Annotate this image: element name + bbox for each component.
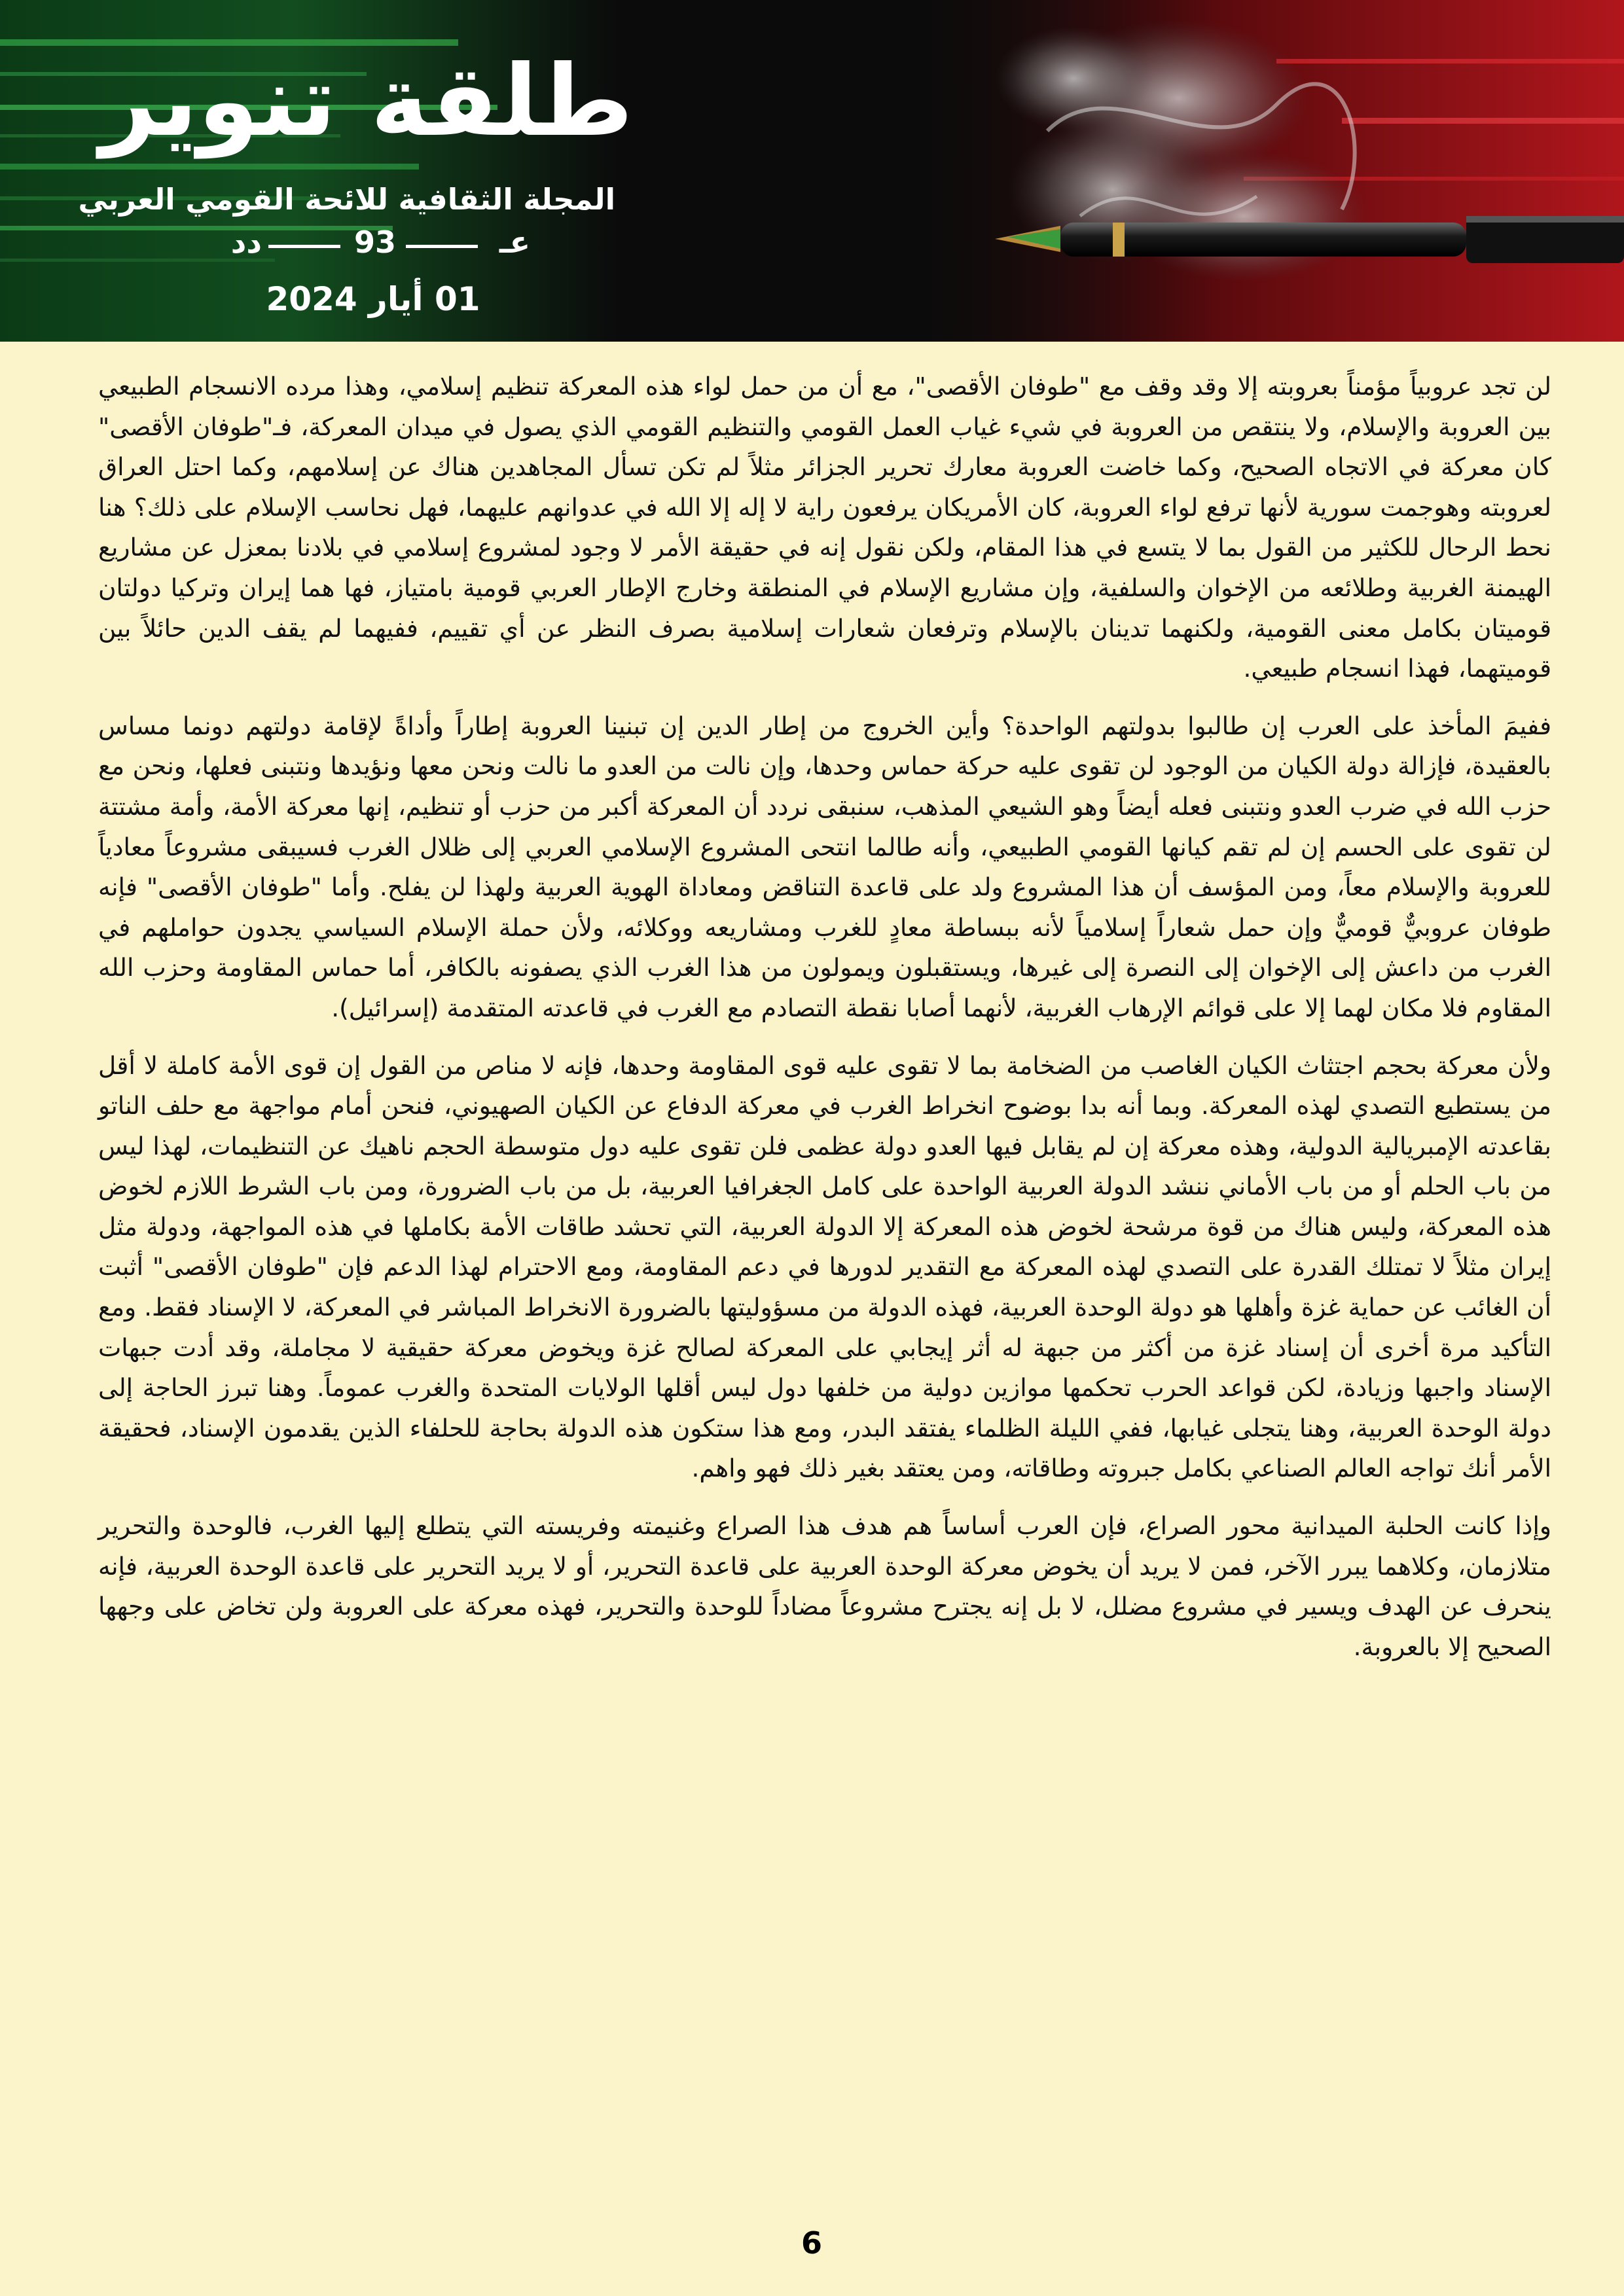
masthead-banner — [0, 0, 1624, 342]
issue-divider-right — [406, 245, 478, 248]
pen-icon — [995, 216, 1624, 263]
issue-date: 01 أيار 2024 — [266, 280, 480, 318]
magazine-title: طلقة تنوير — [99, 45, 634, 158]
article-body — [98, 367, 1551, 1684]
page-number: 6 — [801, 2225, 822, 2261]
issue-number: 93 — [353, 224, 396, 260]
issue-divider-left — [268, 245, 340, 248]
issue-label-left: دد — [230, 224, 262, 260]
article-paragraph: لن تجد عروبياً مؤمناً بعروبته إلا وقد وقف مع "طوفان الأقصى"، مع أن من حمل لواء هذه المعركة تنظيم إسلامي، وهذا مرده الانسجام الطبيعي بين العروبة والإسلام، ولا ينتقص من العروبة في شيء غياب العمل القومي والتنظيم القومي الذي يصول في ميدان المعركة، فـ"طوفان الأقصى" كان معركة في الاتجاه الصحيح، وكما خاضت العروبة معارك تحرير الجزائر مثلاً لم تكن تسأل المجاهدين هناك عن إسلامهم، وكما احتل العراق لعروبته وهوجمت سورية لأنها ترفع لواء العروبة، كان الأمريكان يرفعون راية لا إله إلا الله في عدوانهم عليهما، فهل نحاسب الإسلام على ذلك؟ هنا نحط الرحال للكثير من القول بما لا يتسع في هذا المقام، ولكن نقول إنه في حقيقة الأمر لا وجود لمشروع إسلامي في بلادنا بمعزل عن مشاريع الهيمنة الغربية وطلائعه من الإخوان والسلفية، وإن مشاريع الإسلام في المنطقة وخارج الإطار العربي قومية بامتياز، فها هما إيران وتركيا دولتان قوميتان بكامل معنى القومية، ولكنهما تدينان بالإسلام وترفعان شعارات إسلامية بصرف النظر عن أي تقييم، ففيهما لم يقف الدين حائلاً بين قوميتهما، فهذا انسجام طبيعي. — [98, 372, 1551, 683]
issue-label-right: عـ — [499, 224, 530, 260]
article-paragraph: وإذا كانت الحلبة الميدانية محور الصراع، فإن العرب أساساً هم هدف هذا الصراع وغنيمته وفريسته التي يتطلع إليها الغرب، فالوحدة والتحرير متلازمان، وكلاهما يبرر الآخر، فمن لا يريد أن يخوض معركة الوحدة العربية على قاعدة التحرير، أو لا يريد التحرير على قاعدة الوحدة العربية، فإنه ينحرف عن الهدف ويسير في مشروع مضلل، لا بل إنه يجترح مشروعاً مضاداً للوحدة والتحرير، فهذه معركة على العروبة ولن تخاض على وجهها الصحيح إلا بالعروبة. — [98, 1511, 1551, 1661]
magazine-subtitle: المجلة الثقافية للائحة القومي العربي — [78, 182, 615, 217]
article-paragraph: ولأن معركة بحجم اجتثاث الكيان الغاصب من الضخامة بما لا تقوى عليه قوى المقاومة وحدها، فإنه لا مناص من القول إن قوى الأمة كاملة لا أقل من يستطيع التصدي لهذه المعركة. وبما أنه بدا بوضوح انخراط الغرب في معركة الدفاع عن الكيان الصهيوني، فنحن أمام مواجهة مع حلف الناتو بقاعدته الإمبريالية الدولية، وهذه معركة إن لم يقابل فيها العدو دولة عظمى فلن تقوى عليه دول متوسطة الحجم ناهيك عن التنظيمات، لهذا ليس من باب الحلم أو من باب الأماني ننشد الدولة العربية الواحدة على كامل الجغرافيا العربية، بل من باب الضرورة، ومن باب الشرط اللازم لخوض هذه المعركة، وليس هناك من قوة مرشحة لخوض هذه المعركة إلا الدولة العربية، التي تحشد طاقات الأمة بكاملها في هذه المواجهة، ودولة مثل إيران مثلاً لا تمتلك القدرة على التصدي لهذه المعركة مع التقدير لدورها في دعم المقاومة، ومع الاحترام لهذا الدعم فإن "طوفان الأقصى" أثبت أن الغائب عن حماية غزة وأهلها هو دولة الوحدة العربية، فهذه الدولة من مسؤوليتها بالضرورة الانخراط المباشر في المعركة، لا الإسناد فقط. ومع التأكيد مرة أخرى أن إسناد غزة من أكثر من جبهة له أثر إيجابي على المعركة لصالح غزة ويخوض معركة حقيقية لا مجاملة، وقد أدت جبهات الإسناد واجبها وزيادة، لكن قواعد الحرب تحكمها موازين دولية من خلفها دول ليس أقلها الولايات المتحدة والغرب عموماً. وهنا تبرز الحاجة إلى دولة الوحدة العربية، وهنا يتجلى غيابها، ففي الليلة الظلماء يفتقد البدر، ومع هذا ستكون هذه الدولة بحاجة للحلفاء الذين يقدمون الإسناد، فحقيقة الأمر أنك تواجه العالم الصناعي بكامل جبروته وطاقاته، ومن يعتقد بغير ذلك فهو واهم. — [98, 1050, 1551, 1483]
article-paragraph: ففيمَ المأخذ على العرب إن طالبوا بدولتهم الواحدة؟ وأين الخروج من إطار الدين إن تبنينا العروبة إطاراً وأداةً لإقامة دولتهم دونما مساس بالعقيدة، فإزالة دولة الكيان من الوجود لن تقوى عليه حركة حماس وحدها، وإن نالت من العدو ما نالت ونحن معها ونؤيدها ونتبنى فعلها، ونحن مع حزب الله في ضرب العدو ونتبنى فعله أيضاً وهو الشيعي المذهب، سنبقى نردد أن المعركة أكبر من حزب أو تنظيم، إنها معركة الأمة، وأمة مشتتة لن تقوى على الحسم إن لم تقم كيانها القومي الطبيعي، وأنه طالما انتحى المشروع الإسلامي العربي إلى ظلال الغرب فسيبقى مشروعاً معادياً للعروبة والإسلام معاً، ومن المؤسف أن هذا المشروع ولد على قاعدة التناقض ومعاداة الهوية العربية ولهذا لن يفلح. وأما "طوفان الأقصى" فإنه طوفان عروبيٌّ قوميٌّ وإن حمل شعاراً إسلامياً لأنه ببساطة معادٍ للغرب ومشاريعه ووكلائه، ولأن حملة الإسلام السياسي يجدون حواملهم في الغرب من داعش إلى الإخوان إلى النصرة إلى غيرها، ويستقبلون ويمولون من هذا الغرب الذي يصفونه بالكافر، أما حماس المقاومة وحزب الله المقاوم فلا مكان لهما إلا على قوائم الإرهاب الغربية، لأنهما أصابا نقطة التصادم مع الغرب في قاعدته المتقدمة (إسرائيل). — [98, 711, 1551, 1022]
issue-number-row — [203, 223, 530, 262]
